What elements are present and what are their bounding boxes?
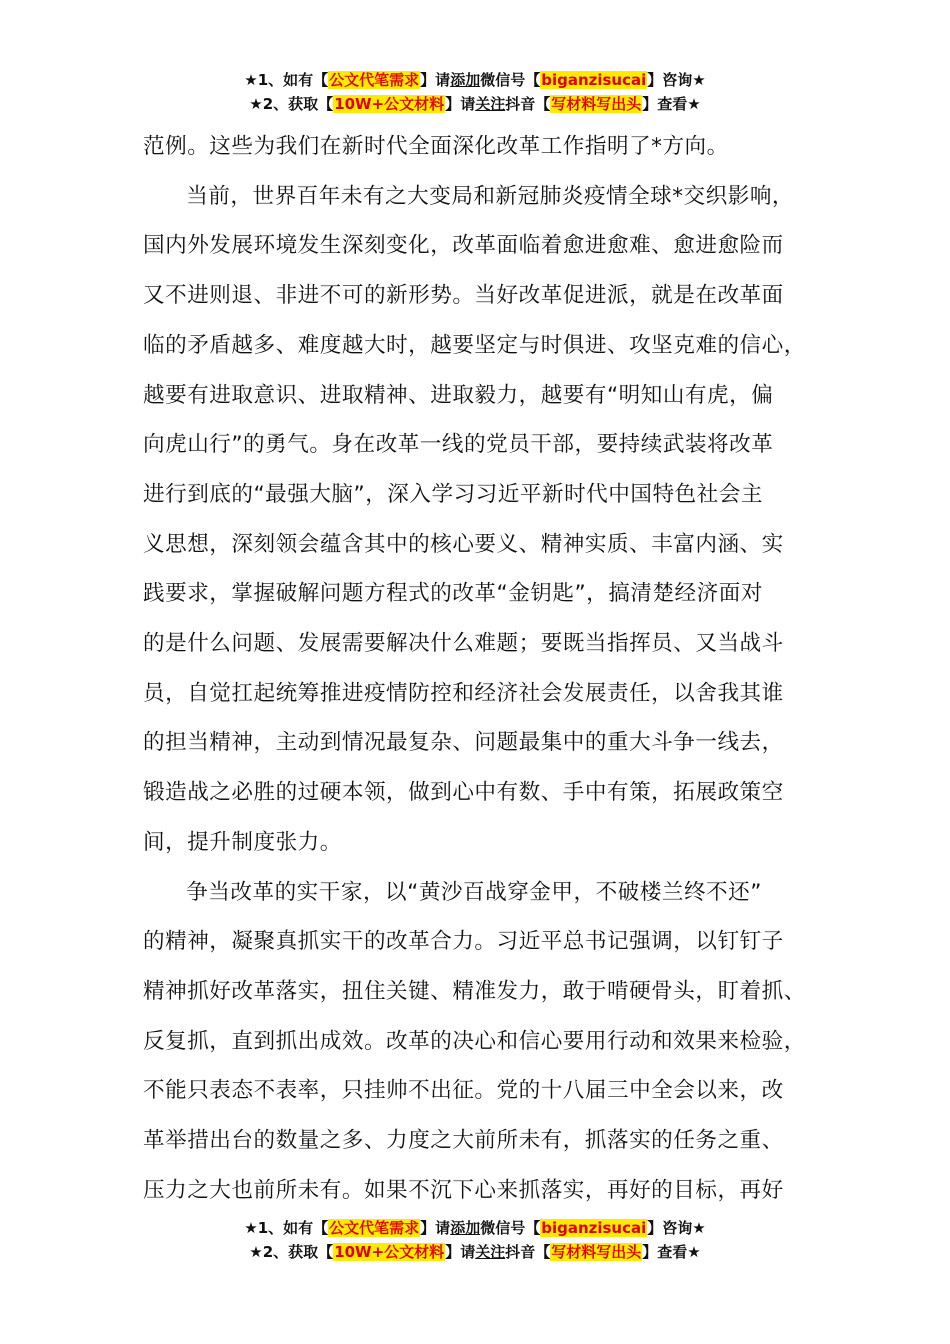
banner-text: ★1、如有【 xyxy=(244,1219,329,1237)
text-line: 不能只表态不表率，只挂帅不出征。党的十八届三中全会以来，改 xyxy=(143,1078,784,1104)
text-line: 员，自觉扛起统筹推进疫情防控和经济社会发展责任，以舍我其谁 xyxy=(143,680,784,706)
banner-line-1 xyxy=(0,68,950,92)
text-line: 反复抓，直到抓出成效。改革的决心和信心要用行动和效果来检验， xyxy=(143,1028,806,1054)
text-line: 压力之大也前所未有。如果不沉下心来抓落实，再好的目标，再好 xyxy=(143,1177,784,1203)
text-line: 义思想，深刻领会蕴含其中的核心要义、精神实质、丰富内涵、实 xyxy=(143,531,784,557)
banner-text: 抖音【 xyxy=(505,95,551,113)
paragraph-3 xyxy=(143,868,833,1216)
banner-line-2 xyxy=(0,92,950,116)
text-line: 临的矛盾越多、难度越大时，越要坚定与时俱进、攻坚克难的信心， xyxy=(143,332,806,358)
footer-banner xyxy=(0,1216,950,1264)
document-body xyxy=(143,122,833,1215)
text-line: 精神抓好改革落实，扭住关键、精准发力，敢于啃硬骨头，盯着抓、 xyxy=(143,978,806,1004)
text-line: 国内外发展环境发生深刻变化，改革面临着愈进愈难、愈进愈险而 xyxy=(143,233,784,259)
banner-emphasis: 关注 xyxy=(475,1243,506,1261)
text-line: 越要有进取意识、进取精神、进取毅力，越要有“明知山有虎，偏 xyxy=(143,382,774,408)
text-line: 的是什么问题、发展需要解决什么难题；要既当指挥员、又当战斗 xyxy=(143,631,784,657)
banner-highlight: 10W+公文材料 xyxy=(334,95,445,113)
banner-highlight: biganzisucai xyxy=(541,1219,647,1237)
banner-text: 微信号【 xyxy=(480,71,541,89)
banner-text: 】咨询★ xyxy=(647,71,706,89)
text-line: 的担当精神，主动到情况最复杂、问题最集中的重大斗争一线去， xyxy=(143,730,784,756)
text-line: 争当改革的实干家，以“黄沙百战穿金甲，不破楼兰终不还” xyxy=(186,879,762,905)
banner-text: 】查看★ xyxy=(642,1243,701,1261)
banner-text: 微信号【 xyxy=(480,1219,541,1237)
banner-highlight: 10W+公文材料 xyxy=(334,1243,445,1261)
paragraph-1 xyxy=(143,122,833,172)
banner-text: ★2、获取【 xyxy=(249,95,334,113)
banner-text: 】请 xyxy=(420,1219,451,1237)
text-line: 向虎山行”的勇气。身在改革一线的党员干部，要持续武装将改革 xyxy=(143,432,774,458)
banner-line-2 xyxy=(0,1240,950,1264)
banner-text: 】查看★ xyxy=(642,95,701,113)
banner-text: 】请 xyxy=(445,95,476,113)
banner-highlight: 公文代笔需求 xyxy=(329,71,420,89)
banner-text: 抖音【 xyxy=(505,1243,551,1261)
text-line: 锻造战之必胜的过硬本领，做到心中有数、手中有策，拓展政策空 xyxy=(143,780,784,806)
text-line: 的精神，凝聚真抓实干的改革合力。习近平总书记强调，以钉钉子 xyxy=(143,929,784,955)
text-line: 践要求，掌握破解问题方程式的改革“金钥匙”，搞清楚经济面对 xyxy=(143,581,763,607)
text-line: 当前，世界百年未有之大变局和新冠肺炎疫情全球*交织影响， xyxy=(186,183,795,209)
paragraph-2 xyxy=(143,172,833,868)
header-banner xyxy=(0,68,950,116)
banner-highlight: 写材料写出头 xyxy=(551,1243,642,1261)
text-line: 进行到底的“最强大脑”，深入学习习近平新时代中国特色社会主 xyxy=(143,481,763,507)
text-line: 范例。这些为我们在新时代全面深化改革工作指明了*方向。 xyxy=(143,134,729,159)
banner-text: 】请 xyxy=(420,71,451,89)
text-line: 又不进则退、非进不可的新形势。当好改革促进派，就是在改革面 xyxy=(143,283,784,309)
text-line: 间，提升制度张力。 xyxy=(143,829,342,855)
banner-emphasis: 添加 xyxy=(450,1219,481,1237)
banner-line-1 xyxy=(0,1216,950,1240)
banner-text: ★1、如有【 xyxy=(244,71,329,89)
banner-emphasis: 关注 xyxy=(475,95,506,113)
banner-text: 】请 xyxy=(445,1243,476,1261)
banner-text: ★2、获取【 xyxy=(249,1243,334,1261)
text-line: 革举措出台的数量之多、力度之大前所未有，抓落实的任务之重、 xyxy=(143,1128,784,1154)
banner-highlight: 写材料写出头 xyxy=(551,95,642,113)
banner-text: 】咨询★ xyxy=(647,1219,706,1237)
banner-highlight: 公文代笔需求 xyxy=(329,1219,420,1237)
banner-emphasis: 添加 xyxy=(450,71,481,89)
banner-highlight: biganzisucai xyxy=(541,71,647,89)
